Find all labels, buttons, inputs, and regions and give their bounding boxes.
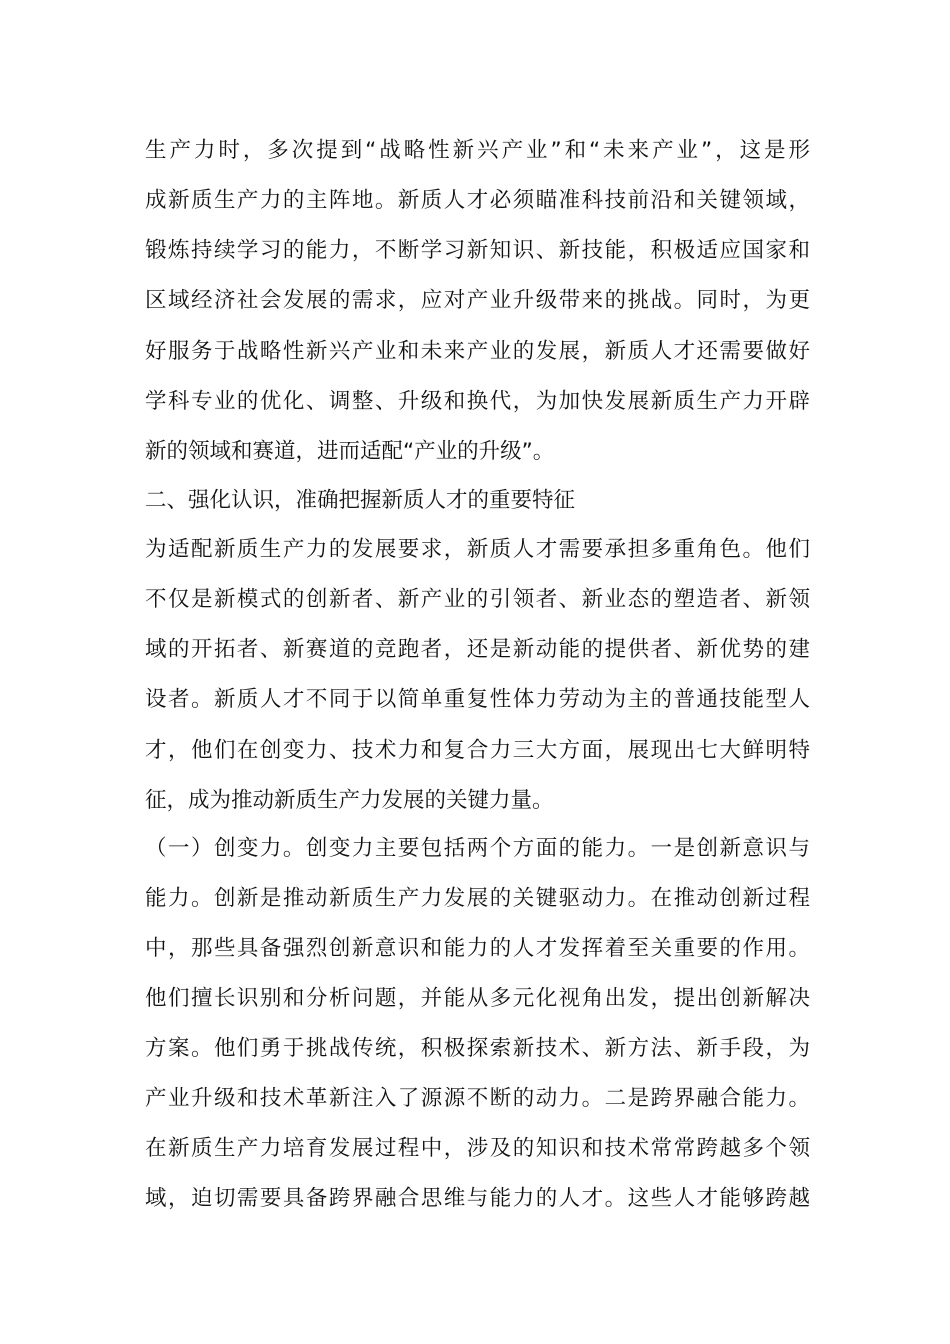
text-line-6: 学科专业的优化、调整、升级和换代，为加快发展新质生产力开辟 <box>145 389 810 414</box>
text-line-15: （一）创变力。创变力主要包括两个方面的能力。一是创新意识与 <box>145 836 810 861</box>
text-line-10: 不仅是新模式的创新者、新产业的引领者、新业态的塑造者、新领 <box>145 587 810 612</box>
text-line-12: 设者。新质人才不同于以简单重复性体力劳动为主的普通技能型人 <box>145 687 810 712</box>
section-heading: 二、强化认识，准确把握新质人才的重要特征 <box>145 488 576 513</box>
text-line-21: 在新质生产力培育发展过程中，涉及的知识和技术常常跨越多个领 <box>145 1136 810 1161</box>
text-line-18: 他们擅长识别和分析问题，并能从多元化视角出发，提出创新解决 <box>145 986 810 1011</box>
text-line-9: 为适配新质生产力的发展要求，新质人才需要承担多重角色。他们 <box>145 537 810 562</box>
text-line-3: 锻炼持续学习的能力，不断学习新知识、新技能，积极适应国家和 <box>145 238 810 263</box>
text-line-22: 域，迫切需要具备跨界融合思维与能力的人才。这些人才能够跨越 <box>145 1186 810 1211</box>
text-line-1: 生产力时，多次提到“战略性新兴产业”和“未来产业”，这是形 <box>145 138 810 163</box>
text-line-13: 才，他们在创变力、技术力和复合力三大方面，展现出七大鲜明特 <box>145 738 810 763</box>
text-line-11: 域的开拓者、新赛道的竞跑者，还是新动能的提供者、新优势的建 <box>145 637 810 662</box>
text-line-17: 中，那些具备强烈创新意识和能力的人才发挥着至关重要的作用。 <box>145 936 810 961</box>
text-line-7: 新的领域和赛道，进而适配“产业的升级”。 <box>145 439 555 464</box>
text-line-16: 能力。创新是推动新质生产力发展的关键驱动力。在推动创新过程 <box>145 886 810 911</box>
text-line-14: 征，成为推动新质生产力发展的关键力量。 <box>145 788 554 813</box>
text-line-2: 成新质生产力的主阵地。新质人才必须瞄准科技前沿和关键领域， <box>145 188 810 213</box>
text-line-4: 区域经济社会发展的需求，应对产业升级带来的挑战。同时，为更 <box>145 288 810 313</box>
text-line-19: 方案。他们勇于挑战传统，积极探索新技术、新方法、新手段，为 <box>145 1036 810 1061</box>
text-line-5: 好服务于战略性新兴产业和未来产业的发展，新质人才还需要做好 <box>145 339 810 364</box>
text-line-20: 产业升级和技术革新注入了源源不断的动力。二是跨界融合能力。 <box>145 1086 810 1111</box>
